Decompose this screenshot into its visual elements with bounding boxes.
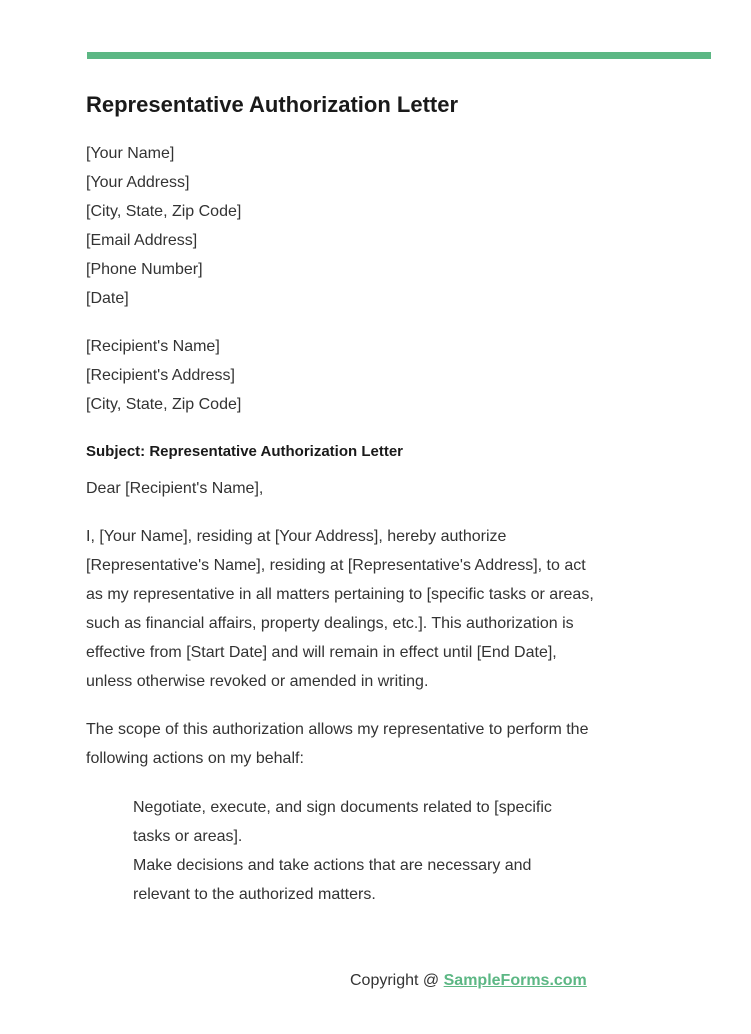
sender-name: [Your Name] [86, 145, 175, 162]
copyright-footer [350, 972, 587, 990]
sampleforms-link[interactable]: SampleForms.com [443, 972, 587, 989]
letter-date: [Date] [86, 290, 129, 307]
scope-paragraph: The scope of this authorization allows my representative to perform the following actions on my behalf: [86, 721, 589, 767]
list-item: Negotiate, execute, and sign documents related to [specific tasks or areas]. [133, 799, 552, 845]
sender-phone: [Phone Number] [86, 261, 203, 278]
recipient-name: [Recipient's Name] [86, 338, 220, 355]
recipient-address-block [86, 332, 606, 419]
subject-line: Subject: Representative Authorization Letter [86, 443, 403, 460]
salutation: Dear [Recipient's Name], [86, 480, 264, 497]
authorized-actions-list [133, 793, 573, 909]
authorization-paragraph: I, [Your Name], residing at [Your Address], hereby authorize [Representative's Name], residing at [Representative's Address], to act as my representative in all matters pertaining to [specific tasks or areas, such as financial affairs, property dealings, etc.]. This authorization is effective from [Start Date] and will remain in effect until [End Date], unless otherwise revoked or amended in writing. [86, 528, 594, 690]
document-title: Representative Authorization Letter [86, 92, 459, 117]
recipient-address: [Recipient's Address] [86, 367, 235, 384]
recipient-city-state-zip: [City, State, Zip Code] [86, 396, 242, 413]
copyright-label: Copyright @ [350, 972, 440, 989]
sender-city-state-zip: [City, State, Zip Code] [86, 203, 242, 220]
accent-bar [87, 52, 711, 59]
list-item: Make decisions and take actions that are necessary and relevant to the authorized matters. [133, 857, 532, 903]
sender-email: [Email Address] [86, 232, 198, 249]
sender-address: [Your Address] [86, 174, 190, 191]
sender-address-block [86, 139, 606, 313]
